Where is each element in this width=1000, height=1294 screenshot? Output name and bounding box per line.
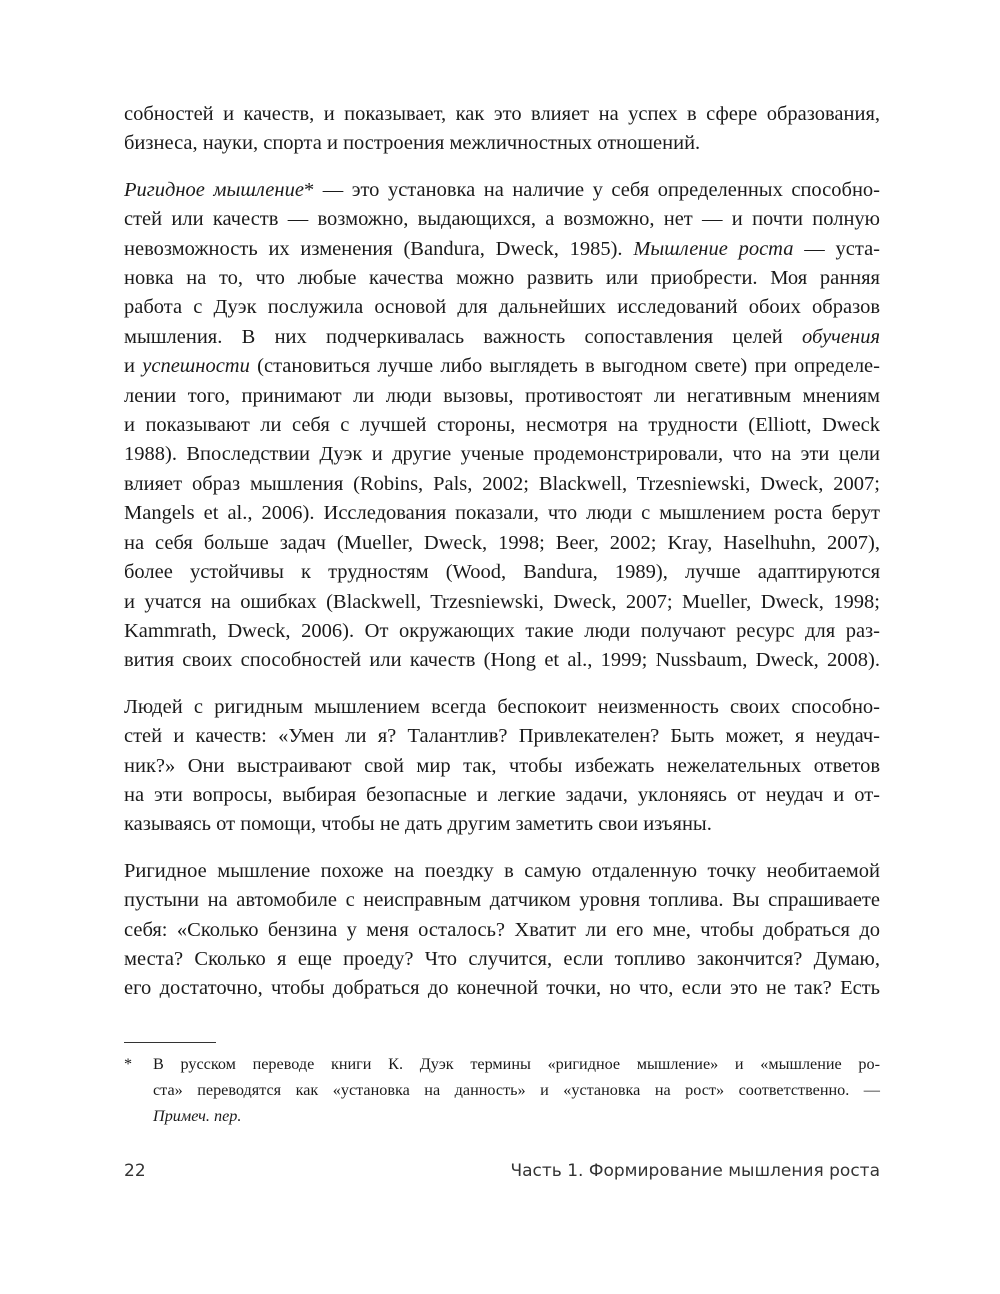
text-line: его достаточно, чтобы добраться до конечной точки, но что, если это не так? Есть: [124, 977, 880, 1000]
text-line: и показывают ли себя с лучшей стороны, несмотря на трудности (Elliott, Dweck: [124, 414, 880, 437]
text-line: 1988). Впоследствии Дуэк и другие ученые продемонстрировали, что на эти цели: [124, 443, 880, 466]
text-line: работа с Дуэк послужила основой для дальнейших исследований обоих образов: [124, 296, 880, 319]
text-line: бизнеса, науки, спорта и построения межличностных отношений.: [124, 132, 701, 155]
text-run: мышления. В них подчеркивалась важность сопоставления целей: [124, 325, 803, 348]
paragraph: [124, 176, 880, 676]
text-line: [124, 235, 880, 264]
text-line: и учатся на ошибках (Blackwell, Trzesniewski, Dweck, 2007; Mueller, Dweck, 1998;: [124, 590, 880, 613]
term-emphasis: Мышление роста: [633, 237, 794, 260]
text-line: казываясь от помощи, чтобы не дать другим заметить свои изъяны.: [124, 813, 712, 836]
text-line: [124, 323, 880, 352]
running-title: Часть 1. Формирование мышления роста: [510, 1161, 880, 1181]
text-line: [124, 352, 880, 381]
text-run: и: [124, 355, 143, 378]
text-run: (становиться лучше либо выглядеть в выгодном свете) при определе-: [249, 355, 880, 378]
footnote-line: [153, 1103, 880, 1129]
text-line: места? Сколько я еще проеду? Что случится, если топливо закончится? Думаю,: [124, 947, 880, 970]
text-line: [124, 176, 880, 205]
paragraph: [124, 693, 880, 840]
translator-note: Примеч. пер.: [153, 1107, 242, 1125]
text-run: невозможность их изменения (Bandura, Dweck, 1985).: [124, 237, 634, 260]
text-line: Mangels et al., 2006). Исследования показали, что люди с мышлением роста берут: [124, 502, 880, 525]
text-line: стей или качеств — возможно, выдающихся, а возможно, нет — и почти полную: [124, 208, 880, 231]
term-emphasis: Ригидное мышление: [124, 178, 304, 201]
term-emphasis: обучения: [802, 325, 880, 348]
page-number: 22: [124, 1161, 146, 1181]
footnote-marker: *: [124, 1055, 133, 1073]
footnote-line: В русском переводе книги К. Дуэк термины «ригидное мышление» и «мышление ро-: [153, 1055, 880, 1073]
paragraph: [124, 857, 880, 1004]
text-line: вития своих способностей или качеств (Hong et al., 1999; Nussbaum, Dweck, 2008).: [124, 649, 880, 672]
text-line: себя: «Сколько бензина у меня осталось? Хватит ли его мне, чтобы добраться до: [124, 918, 880, 941]
text-line: Kammrath, Dweck, 2006). От окружающих такие люди получают ресурс для раз-: [124, 619, 880, 642]
text-run: — уста-: [793, 237, 880, 260]
text-line: влияет образ мышления (Robins, Pals, 2002; Blackwell, Trzesniewski, Dweck, 2007;: [124, 472, 880, 495]
text-line: на эти вопросы, выбирая безопасные и легкие задачи, уклоняясь от неудач и от-: [124, 783, 880, 806]
page-footer: [124, 1161, 880, 1185]
text-run: * — это установка на наличие у себя определенных способно-: [303, 178, 880, 201]
text-line: пустыни на автомобиле с неисправным датчиком уровня топлива. Вы спрашиваете: [124, 889, 880, 912]
text-line: более устойчивы к трудностям (Wood, Bandura, 1989), лучше адаптируются: [124, 561, 880, 584]
text-line: собностей и качеств, и показывает, как это влияет на успех в сфере образования,: [124, 103, 880, 125]
text-line: на себя больше задач (Mueller, Dweck, 1998; Beer, 2002; Kray, Haselhuhn, 2007),: [124, 531, 880, 554]
footnote-line: ста» переводятся как «установка на данность» и «установка на рост» соответственно. —: [153, 1081, 880, 1099]
footnote-divider: [124, 1042, 216, 1043]
text-line: стей и качеств: «Умен ли я? Талантлив? Привлекателен? Быть может, я неудач-: [124, 725, 880, 748]
text-line: Ригидное мышление похоже на поездку в самую отдаленную точку необитаемой: [124, 859, 880, 882]
text-line: новка на то, что любые качества можно развить или приобрести. Моя ранняя: [124, 267, 880, 290]
footnote-body: [153, 1051, 880, 1129]
main-text: [124, 100, 880, 1021]
term-emphasis: успешности: [142, 355, 250, 378]
text-line: ник?» Они выстраивают свой мир так, чтобы избежать нежелательных ответов: [124, 754, 880, 777]
text-line: Людей с ригидным мышлением всегда беспокоит неизменность своих способно-: [124, 695, 880, 718]
text-line: лении того, принимают ли люди вызовы, противостоят ли негативным мнениям: [124, 384, 880, 407]
paragraph: [124, 100, 880, 159]
